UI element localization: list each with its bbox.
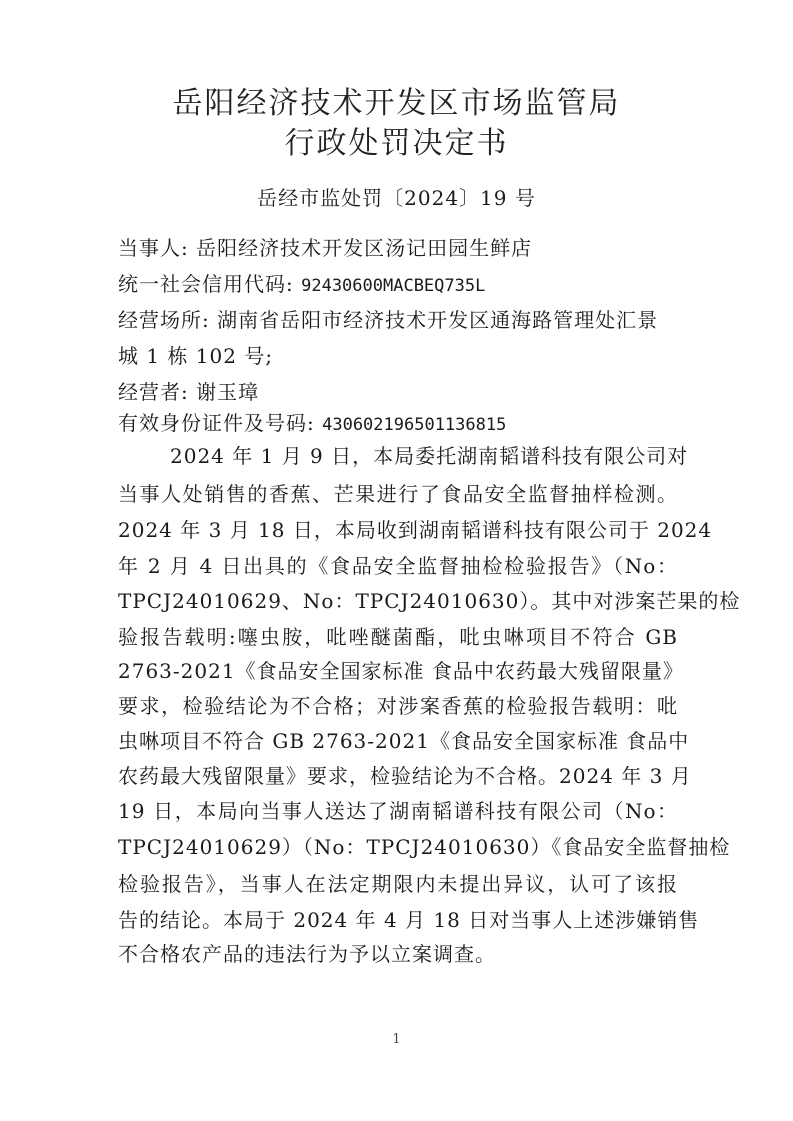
body-line: 年 2 月 4 日出具的《食品安全监督抽检检验报告》（No： — [118, 554, 678, 578]
operator-name: 谢玉璋 — [196, 380, 260, 404]
body-line: 告的结论。本局于 2024 年 4 月 18 日对当事人上述涉嫌销售 — [118, 908, 700, 932]
body-line: 19 日，本局向当事人送达了湖南韬谱科技有限公司（No： — [118, 799, 678, 823]
body-line: 要求，检验结论为不合格；对涉案香蕉的检验报告载明：吡 — [118, 694, 678, 718]
document-number: 岳经市监处罚〔2024〕19 号 — [257, 186, 536, 210]
body-line: 2024 年 1 月 9 日，本局委托湖南韬谱科技有限公司对 — [170, 444, 689, 468]
credit-code-value: 92430600MACBEQ735L — [301, 276, 486, 296]
body-line: 验报告载明:噻虫胺，吡唑醚菌酯，吡虫啉项目不符合 GB — [118, 625, 678, 649]
body-line: 农药最大残留限量》要求，检验结论为不合格。2024 年 3 月 — [118, 764, 692, 788]
body-line: 不合格农产品的违法行为予以立案调查。 — [118, 942, 496, 966]
credit-code-row — [118, 268, 485, 297]
party-name-label: 当事人: — [118, 236, 189, 260]
party-name-row — [118, 232, 532, 261]
body-line: 当事人处销售的香蕉、芒果进行了食品安全监督抽样检测。 — [118, 482, 678, 506]
body-line: 2763-2021《食品安全国家标准 食品中农药最大残留限量》 — [118, 659, 684, 683]
operator-row — [118, 376, 259, 405]
body-line: 虫啉项目不符合 GB 2763-2021《食品安全国家标准 食品中 — [118, 729, 690, 753]
address-label: 经营场所: — [118, 308, 210, 332]
document-type-title: 行政处罚决定书 — [284, 126, 509, 161]
party-name: 岳阳经济技术开发区汤记田园生鲜店 — [196, 236, 533, 260]
id-label: 有效身份证件及号码: — [118, 411, 315, 435]
body-line: 检验报告》，当事人在法定期限内未提出异议，认可了该报 — [118, 872, 678, 896]
body-line: 2024 年 3 月 18 日，本局收到湖南韬谱科技有限公司于 2024 — [118, 518, 713, 542]
id-row — [118, 407, 506, 436]
address-line-2: 城 1 栋 102 号; — [118, 344, 274, 368]
id-number: 430602196501136815 — [322, 415, 507, 435]
address-line-1: 湖南省岳阳市经济技术开发区通海路管理处汇景 — [217, 308, 659, 332]
operator-label: 经营者: — [118, 380, 189, 404]
body-line: TPCJ24010629、No：TPCJ24010630）。其中对涉案芒果的检 — [118, 589, 741, 613]
body-line: TPCJ24010629）（No：TPCJ24010630）《食品安全监督抽检 — [118, 835, 731, 859]
agency-title: 岳阳经济技术开发区市场监管局 — [172, 86, 621, 121]
address-row-continued — [118, 340, 273, 369]
page-number: 1 — [392, 1032, 401, 1047]
address-row — [118, 304, 658, 333]
credit-code-label: 统一社会信用代码: — [118, 272, 294, 296]
